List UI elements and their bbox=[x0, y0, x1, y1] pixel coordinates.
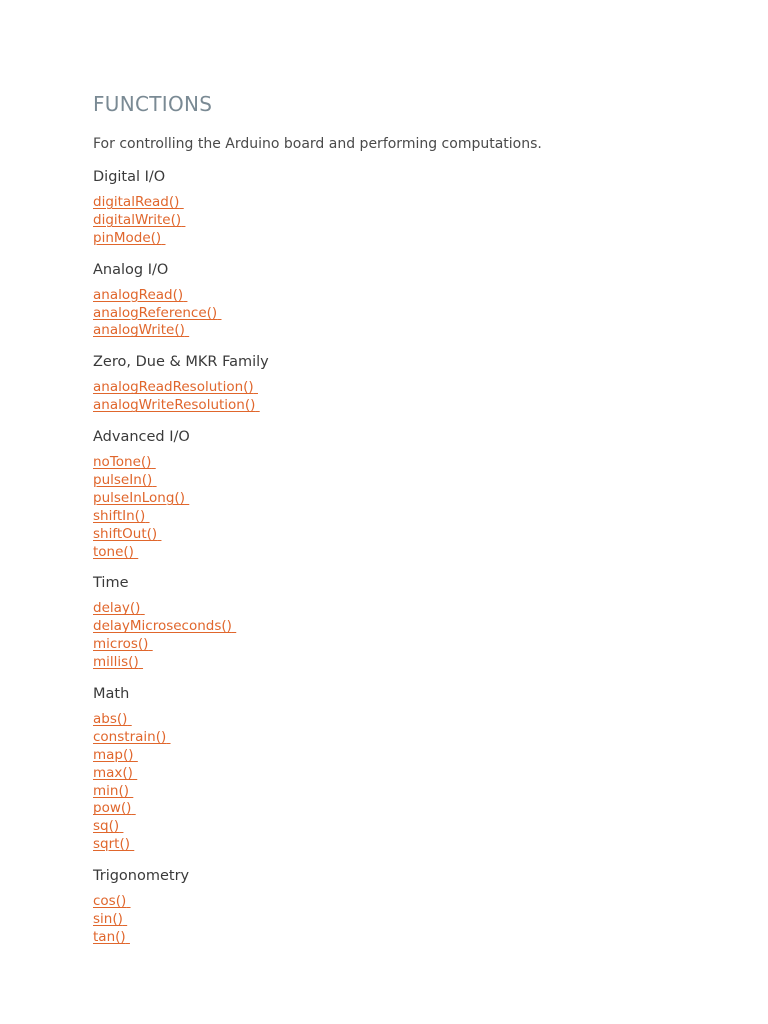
list-item bbox=[93, 228, 733, 246]
list-item bbox=[93, 709, 733, 727]
link-sq[interactable]: sq() bbox=[93, 818, 120, 835]
list-item bbox=[93, 745, 733, 763]
list-item bbox=[93, 395, 733, 413]
link-digital-read[interactable]: digitalRead() bbox=[93, 194, 180, 210]
list-item bbox=[93, 488, 733, 506]
list-item bbox=[93, 634, 733, 652]
function-list bbox=[93, 192, 733, 246]
section-heading: Advanced I/O bbox=[93, 429, 190, 446]
list-item bbox=[93, 616, 733, 634]
section-heading: Trigonometry bbox=[93, 868, 190, 885]
link-delay[interactable]: delay() bbox=[93, 600, 141, 617]
sections-container bbox=[93, 168, 733, 945]
link-abs[interactable]: abs() bbox=[93, 711, 128, 728]
list-item bbox=[93, 320, 733, 338]
link-analog-reference[interactable]: analogReference() bbox=[93, 304, 218, 321]
list-item bbox=[93, 377, 733, 395]
function-list bbox=[93, 709, 733, 852]
link-sin[interactable]: sin() bbox=[93, 911, 123, 928]
list-item bbox=[93, 927, 733, 945]
function-list bbox=[93, 891, 733, 945]
link-cos[interactable]: cos() bbox=[93, 893, 127, 910]
function-list bbox=[93, 452, 733, 559]
link-analog-read-resolution[interactable]: analogReadResolution() bbox=[93, 379, 254, 396]
list-item bbox=[93, 834, 733, 852]
section-heading: Digital I/O bbox=[93, 169, 166, 185]
list-item bbox=[93, 598, 733, 616]
list-item bbox=[93, 303, 733, 321]
list-item bbox=[93, 781, 733, 799]
section-digital-i-o bbox=[93, 168, 733, 246]
section-heading: Analog I/O bbox=[93, 261, 169, 278]
list-item bbox=[93, 192, 733, 210]
section-zero-due-mkr-family bbox=[93, 353, 733, 413]
link-min[interactable]: min() bbox=[93, 782, 129, 799]
function-list bbox=[93, 377, 733, 413]
link-analog-write-resolution[interactable]: analogWriteResolution() bbox=[93, 397, 256, 414]
page-title: FUNCTIONS bbox=[93, 92, 213, 116]
link-pulse-in[interactable]: pulseIn() bbox=[93, 472, 153, 489]
list-item bbox=[93, 452, 733, 470]
link-pow[interactable]: pow() bbox=[93, 800, 132, 817]
list-item bbox=[93, 652, 733, 670]
section-heading: Math bbox=[93, 686, 130, 703]
link-shift-in[interactable]: shiftIn() bbox=[93, 507, 146, 524]
link-shift-out[interactable]: shiftOut() bbox=[93, 525, 158, 542]
list-item bbox=[93, 891, 733, 909]
list-item bbox=[93, 909, 733, 927]
list-item bbox=[93, 763, 733, 781]
list-item bbox=[93, 506, 733, 524]
section-heading: Time bbox=[93, 575, 129, 592]
link-micros[interactable]: micros() bbox=[93, 636, 149, 653]
link-analog-read[interactable]: analogRead() bbox=[93, 286, 184, 303]
link-no-tone[interactable]: noTone() bbox=[93, 454, 152, 471]
section-advanced-i-o bbox=[93, 428, 733, 559]
list-item bbox=[93, 727, 733, 745]
link-digital-write[interactable]: digitalWrite() bbox=[93, 211, 182, 228]
function-list bbox=[93, 598, 733, 670]
link-delay-microseconds[interactable]: delayMicroseconds() bbox=[93, 618, 232, 635]
section-time bbox=[93, 574, 733, 670]
link-analog-write[interactable]: analogWrite() bbox=[93, 322, 185, 339]
list-item bbox=[93, 542, 733, 560]
list-item bbox=[93, 798, 733, 816]
section-math bbox=[93, 685, 733, 852]
link-map[interactable]: map() bbox=[93, 746, 134, 763]
list-item bbox=[93, 210, 733, 228]
section-heading: Zero, Due & MKR Family bbox=[93, 354, 269, 371]
list-item bbox=[93, 816, 733, 834]
list-item bbox=[93, 285, 733, 303]
page-intro: For controlling the Arduino board and performing computations. bbox=[93, 136, 542, 152]
list-item bbox=[93, 524, 733, 542]
link-sqrt[interactable]: sqrt() bbox=[93, 836, 130, 853]
list-item bbox=[93, 470, 733, 488]
link-max[interactable]: max() bbox=[93, 764, 133, 781]
link-pulse-in-long[interactable]: pulseInLong() bbox=[93, 489, 185, 506]
function-list bbox=[93, 285, 733, 339]
functions-page bbox=[93, 90, 733, 945]
section-analog-i-o bbox=[93, 261, 733, 339]
link-constrain[interactable]: constrain() bbox=[93, 728, 167, 745]
link-tan[interactable]: tan() bbox=[93, 928, 126, 945]
section-trigonometry bbox=[93, 867, 733, 945]
link-tone[interactable]: tone() bbox=[93, 543, 134, 560]
link-millis[interactable]: millis() bbox=[93, 654, 139, 671]
link-pin-mode[interactable]: pinMode() bbox=[93, 229, 162, 246]
